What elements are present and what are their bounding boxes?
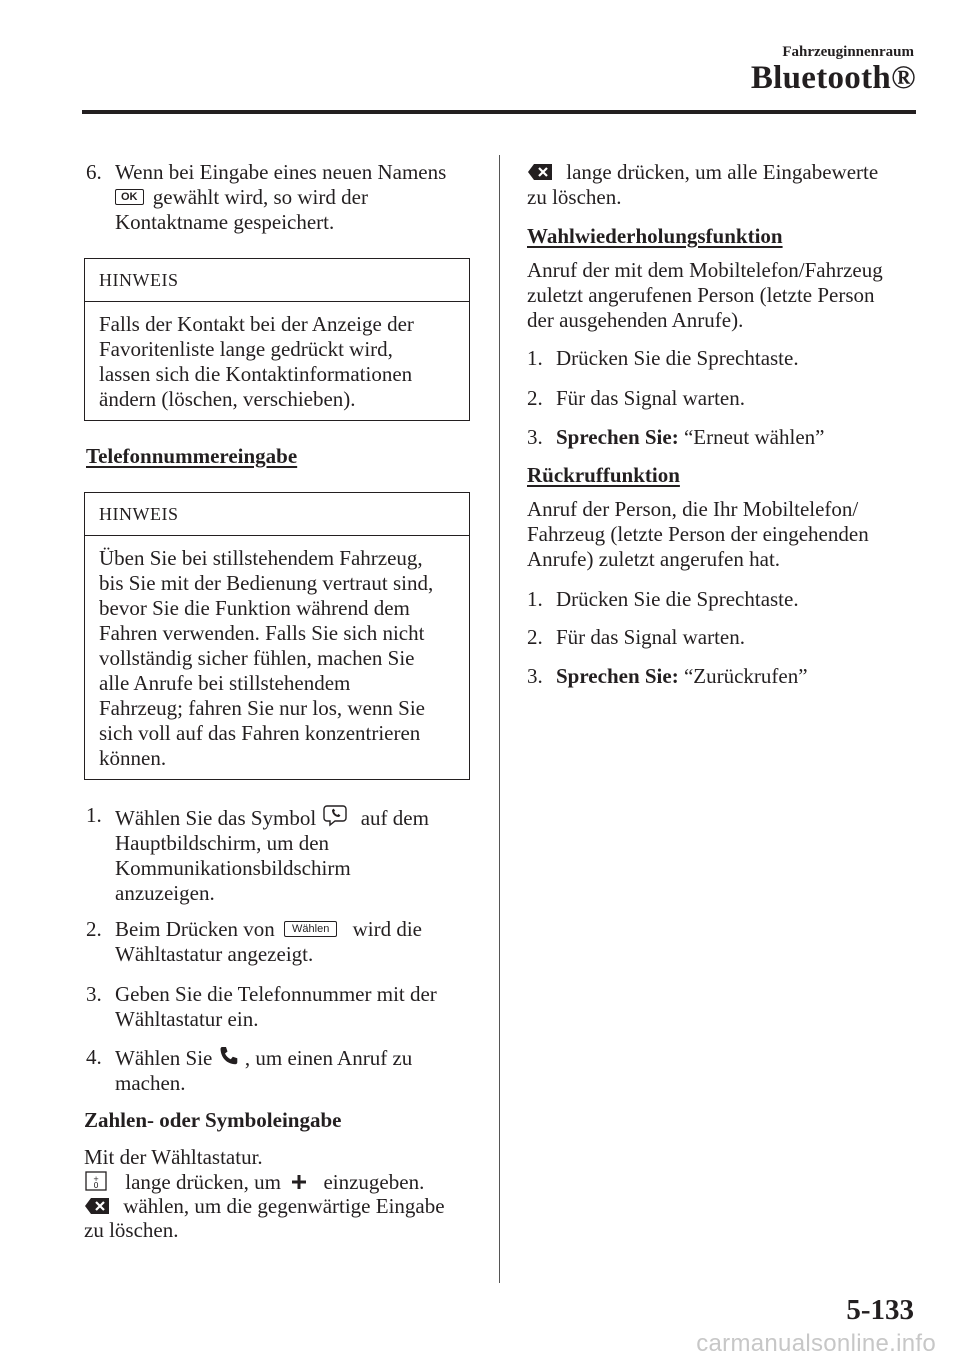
phone-icon: [218, 1045, 240, 1067]
section-label: Fahrzeuginnenraum: [782, 44, 914, 60]
note-box-contact: [84, 258, 470, 421]
clear-all-line-2: zu löschen.: [527, 185, 622, 209]
backspace-clear-icon: [84, 1197, 110, 1215]
zero-key-icon: [84, 1171, 108, 1191]
wahl-description: Anruf der mit dem Mobiltelefon/Fahrzeug zuletzt angerufenen Person (letzte Person der ausgehenden Anrufe).: [527, 258, 883, 332]
svg-text:+: +: [93, 1175, 99, 1183]
waehlen-button-icon: Wählen: [284, 921, 337, 937]
communication-icon: [323, 803, 349, 827]
heading-zahlen-symboleingabe: Zahlen- oder Symboleingabe: [84, 1108, 342, 1132]
heading-telefonnummereingabe: Telefonnummereingabe: [86, 444, 298, 468]
note-body: Falls der Kontakt bei der Anzeige der Favoritenliste lange gedrückt wird, lassen sich die Kontaktinformationen ändern (löschen, verschieben).: [99, 312, 414, 411]
chapter-title: Bluetooth®: [750, 60, 916, 96]
heading-rueckruf: Rückruffunktion: [527, 463, 680, 487]
watermark: carmanualsonline.info: [696, 1330, 936, 1357]
header-rule: [82, 110, 916, 114]
column-divider: [499, 155, 500, 1283]
note-title: HINWEIS: [85, 259, 469, 302]
plus-icon: [290, 1173, 308, 1191]
svg-text:0: 0: [93, 1181, 99, 1190]
zahlen-line-1: + 0 lange drücken, um einzugeben.: [84, 1170, 484, 1195]
clear-all-line-1: lange drücken, um alle Eingabewerte: [527, 160, 927, 185]
page-number: 5-133: [846, 1294, 914, 1326]
heading-wahlwiederholung: Wahlwiederholungsfunktion: [527, 224, 783, 248]
note-body: Üben Sie bei stillstehendem Fahrzeug, bis Sie mit der Bedienung vertraut sind, bevor Sie die Funktion während dem Fahren verwenden. Falls Sie sich nicht vollständig sicher fühlen, machen Sie alle Anrufe bei stillstehendem Fahrzeug; fahren Sie nur los, wenn Sie sich voll auf das Fahren konzentrieren können.: [99, 546, 434, 770]
backspace-clear-icon: [527, 163, 553, 181]
zahlen-line-2: wählen, um die gegenwärtige Eingabe: [84, 1194, 484, 1219]
ok-button-icon: OK: [115, 189, 144, 205]
zahlen-intro: Mit der Wähltastatur.: [84, 1145, 263, 1169]
note-title: HINWEIS: [85, 493, 469, 536]
rueck-description: Anruf der Person, die Ihr Mobiltelefon/ Fahrzeug (letzte Person der eingehenden Anrufe) zuletzt angerufen hat.: [527, 497, 869, 571]
note-box-safety: [84, 492, 470, 780]
zahlen-line-3: zu löschen.: [84, 1218, 179, 1242]
